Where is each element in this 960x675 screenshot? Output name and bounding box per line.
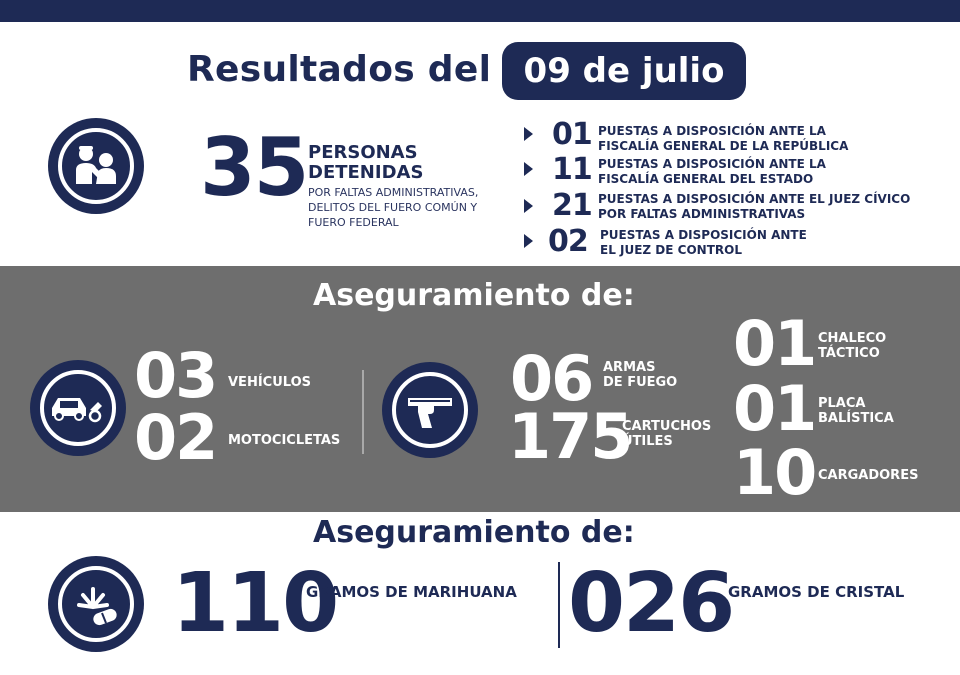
divider [362,370,364,454]
disposition-text-2: FISCALÍA GENERAL DEL ESTADO [598,172,814,186]
firearm-circle [382,362,478,458]
disposition-text-2: FISCALÍA GENERAL DE LA REPÚBLICA [598,139,849,153]
firearms-count: 06 [510,342,593,415]
detained-sub-2: DELITOS DEL FUERO COMÚN Y [308,201,478,214]
date-badge: 09 de julio [502,42,746,100]
page-title: Resultados del [187,49,492,90]
disposition-text-2: POR FALTAS ADMINISTRATIVAS [598,207,806,221]
vest-count: 01 [733,307,816,380]
detained-circle [48,118,144,214]
detained-sub-1: POR FALTAS ADMINISTRATIVAS, [308,186,479,199]
bullet-arrow-icon [524,127,533,141]
drugs-circle [48,556,144,652]
disposition-count: 01 [552,117,592,152]
bullet-arrow-icon [524,162,533,176]
disposition-text-2: EL JUEZ DE CONTROL [600,243,742,257]
vest-label-1: CHALECO [818,331,887,346]
detained-sub-3: FUERO FEDERAL [308,216,399,229]
disposition-text-1: PUESTAS A DISPOSICIÓN ANTE LA [598,157,826,171]
pistol-icon [392,372,469,449]
motorcycles-count: 02 [134,401,217,474]
marijuana-pill-icon [58,566,135,643]
vehicle-circle [30,360,126,456]
cartridges-label-1: CARTUCHOS [622,419,712,434]
plate-label-1: PLACA [818,396,866,411]
disposition-count: 02 [548,224,588,259]
divider [558,562,560,648]
bullet-arrow-icon [524,199,533,213]
disposition-text-1: PUESTAS A DISPOSICIÓN ANTE LA [598,124,826,138]
marijuana-label: GRAMOS DE MARIHUANA [306,583,517,601]
disposition-text-1: PUESTAS A DISPOSICIÓN ANTE [600,228,807,242]
firearms-label-2: DE FUEGO [603,375,678,390]
disposition-count: 21 [552,188,592,223]
firearms-label-1: ARMAS [603,360,656,375]
car-motorcycle-icon [40,370,117,447]
detained-person-icon [58,128,135,205]
disposition-text-1: PUESTAS A DISPOSICIÓN ANTE EL JUEZ CÍVICO [598,192,911,206]
motorcycles-label: MOTOCICLETAS [228,433,341,448]
detained-count: 35 [200,121,308,214]
plate-label-2: BALÍSTICA [818,411,894,426]
vest-label-2: TÁCTICO [818,346,880,361]
vehicles-label: VEHÍCULOS [228,375,311,390]
top-bar [0,0,960,22]
disposition-count: 11 [552,152,592,187]
crystal-count: 026 [568,556,734,651]
cartridges-count: 175 [508,400,632,473]
magazines-count: 10 [733,436,816,509]
section-title: Aseguramiento de: [313,278,635,313]
detained-label-1: PERSONAS [308,142,418,163]
vehicles-count: 03 [134,339,217,412]
magazines-label: CARGADORES [818,468,919,483]
crystal-label: GRAMOS DE CRISTAL [728,583,905,601]
bullet-arrow-icon [524,234,533,248]
plate-count: 01 [733,372,816,445]
section-title: Aseguramiento de: [313,515,635,550]
cartridges-label-2: ÚTILES [622,434,673,449]
marijuana-count: 110 [172,556,338,651]
detained-label-2: DETENIDAS [308,162,424,183]
